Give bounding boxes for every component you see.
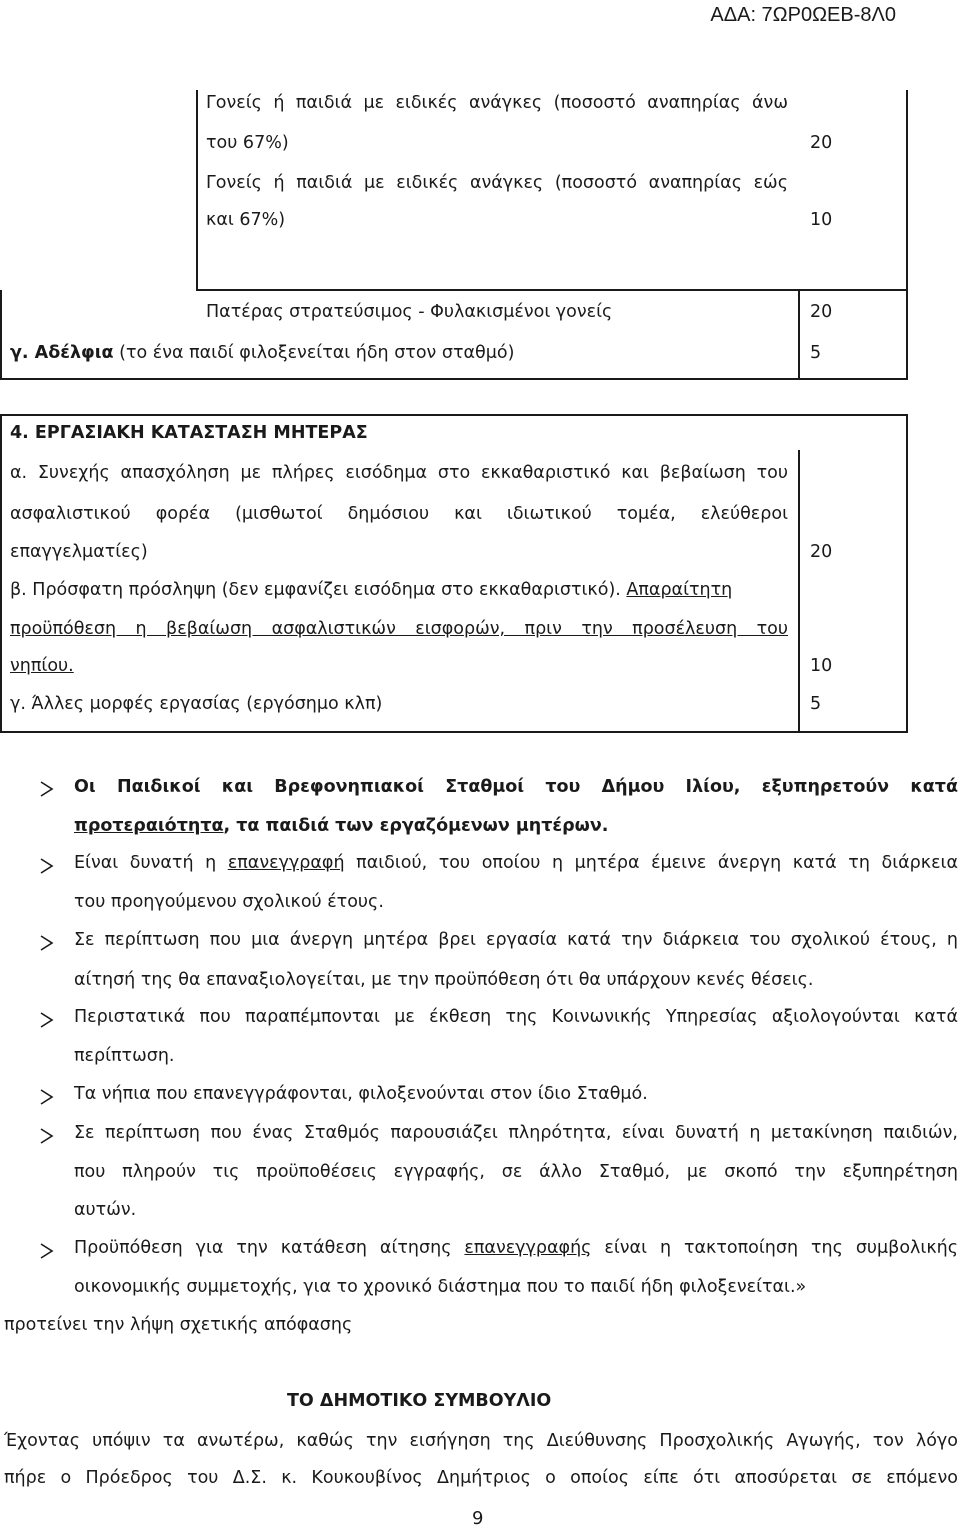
bullet-line: είναι η τακτοποίηση της συμβολικής — [591, 1238, 958, 1258]
table-cell-text — [10, 580, 732, 600]
bullet-line: , τα παιδιά των εργαζόμενων μητέρων. — [223, 816, 609, 836]
bullet-text — [74, 777, 958, 797]
table-border — [798, 450, 800, 733]
re-enrollment-word: επανεγγραφή — [227, 853, 345, 873]
table-cell-text: γ. Άλλες μορφές εργασίας (εργόσημο κλπ) — [10, 694, 383, 714]
table-border — [0, 414, 2, 733]
bullet-text — [74, 816, 608, 836]
points-value: 5 — [810, 343, 822, 363]
decision-paragraph: Έχοντας υπόψιν τα ανωτέρω, καθώς την εισήγηση της Διεύθυνσης Προσχολικής Αγωγής, τον λόγο — [4, 1431, 958, 1451]
points-value: 10 — [810, 210, 833, 230]
points-value: 10 — [810, 656, 833, 676]
bullet-text: αυτών. — [74, 1200, 137, 1220]
table-border — [0, 414, 908, 416]
ada-identifier: ΑΔΑ: 7ΩΡ0ΩΕΒ-8Λ0 — [710, 4, 896, 26]
table-border — [906, 90, 908, 380]
bullet-line: Οι Παιδικοί και Βρεφονηπιακοί Σταθμοί του Δήμου Ιλίου, εξυπηρετούν κατά — [74, 777, 958, 797]
table-cell-text: Γονείς ή παιδιά με ειδικές ανάγκες (ποσοστό αναπηρίας άνω — [206, 93, 788, 113]
recent-hire-text: β. Πρόσφατη πρόσληψη (δεν εμφανίζει εισόδημα στο εκκαθαριστικό). — [10, 580, 627, 600]
table-border — [906, 414, 908, 733]
arrow-bullet-icon — [40, 935, 54, 951]
table-cell-text: Γονείς ή παιδιά με ειδικές ανάγκες (ποσοστό αναπηρίας εώς — [206, 173, 788, 193]
points-value: 5 — [810, 694, 822, 714]
priority-word: προτεραιότητα — [74, 816, 224, 836]
bullet-line: Προϋπόθεση για την κατάθεση αίτησης — [74, 1238, 465, 1258]
bullet-text: του προηγούμενου σχολικού έτους. — [74, 892, 384, 912]
bullet-text: Σε περίπτωση που ένας Σταθμός παρουσιάζει πληρότητα, είναι δυνατή η μετακίνηση παιδιών, — [74, 1123, 958, 1143]
required-note-text: νηπίου. — [10, 656, 74, 676]
bullet-text — [74, 1238, 958, 1258]
bullet-line: παιδιού, του οποίου η μητέρα έμεινε άνεργη κατά τη διάρκεια — [344, 853, 958, 873]
bullet-text: οικονομικής συμμετοχής, για το χρονικό διάστημα που το παιδί ήδη φιλοξενείται.» — [74, 1277, 807, 1297]
arrow-bullet-icon — [40, 1243, 54, 1259]
arrow-bullet-icon — [40, 1089, 54, 1105]
required-note: Απαραίτητη — [626, 580, 733, 600]
decision-paragraph: πήρε ο Πρόεδρος του Δ.Σ. κ. Κουκουβίνος Δημήτριος ο οποίος είπε ότι αποσύρεται σε επόμενο — [4, 1468, 958, 1488]
table-cell-text: του 67%) — [206, 133, 289, 153]
table-border — [798, 290, 800, 380]
bullet-text: περίπτωση. — [74, 1046, 175, 1066]
bullet-text: Τα νήπια που επανεγγράφονται, φιλοξενούνται στον ίδιο Σταθμό. — [74, 1084, 648, 1104]
council-heading: ΤΟ ΔΗΜΟΤΙΚΟ ΣΥΜΒΟΥΛΙΟ — [287, 1391, 552, 1411]
table-border — [0, 290, 2, 380]
arrow-bullet-icon — [40, 1012, 54, 1028]
points-value: 20 — [810, 542, 833, 562]
table-border — [196, 90, 198, 290]
table-border — [0, 731, 908, 733]
table-cell-text: ασφαλιστικού φορέα (μισθωτοί δημόσιου και ιδιωτικού τομέα, ελεύθεροι — [10, 504, 788, 524]
arrow-bullet-icon — [40, 1128, 54, 1144]
table-border — [0, 378, 908, 380]
bullet-text: αίτησή της θα επαναξιολογείται, με την προϋπόθεση ότι θα υπάρχουν κενές θέσεις. — [74, 970, 814, 990]
table-cell-text: επαγγελματίες) — [10, 542, 148, 562]
bullet-line: Είναι δυνατή η — [74, 853, 228, 873]
points-value: 20 — [810, 133, 833, 153]
siblings-description: (το ένα παιδί φιλοξενείται ήδη στον σταθμό) — [113, 343, 515, 363]
table-cell-text: α. Συνεχής απασχόληση με πλήρες εισόδημα στο εκκαθαριστικό και βεβαίωση του — [10, 463, 788, 483]
table-cell-text — [10, 343, 514, 363]
table-border — [196, 289, 908, 291]
bullet-text: Περιστατικά που παραπέμπονται με έκθεση της Κοινωνικής Υπηρεσίας αξιολογούνται κατά — [74, 1007, 958, 1027]
page-number: 9 — [472, 1508, 484, 1529]
bullet-text: Σε περίπτωση που μια άνεργη μητέρα βρει εργασία κατά την διάρκεια του σχολικού έτους, η — [74, 930, 958, 950]
required-note-text: προϋπόθεση η βεβαίωση ασφαλιστικών εισφορών, πριν την προσέλευση του — [10, 619, 788, 639]
table-cell-text: Πατέρας στρατεύσιμος - Φυλακισμένοι γονείς — [206, 302, 613, 322]
proposal-text: προτείνει την λήψη σχετικής απόφασης — [4, 1315, 353, 1335]
section-heading: 4. ΕΡΓΑΣΙΑΚΗ ΚΑΤΑΣΤΑΣΗ ΜΗΤΕΡΑΣ — [10, 423, 368, 443]
siblings-label: γ. Αδέλφια — [10, 343, 114, 363]
bullet-text: που πληρούν τις προϋποθέσεις εγγραφής, σε άλλο Σταθμό, με σκοπό την εξυπηρέτηση — [74, 1162, 958, 1182]
arrow-bullet-icon — [40, 781, 54, 797]
re-enrollment-word: επανεγγραφής — [464, 1238, 592, 1258]
bullet-text — [74, 853, 958, 873]
table-cell-text: και 67%) — [206, 210, 286, 230]
points-value: 20 — [810, 302, 833, 322]
arrow-bullet-icon — [40, 858, 54, 874]
